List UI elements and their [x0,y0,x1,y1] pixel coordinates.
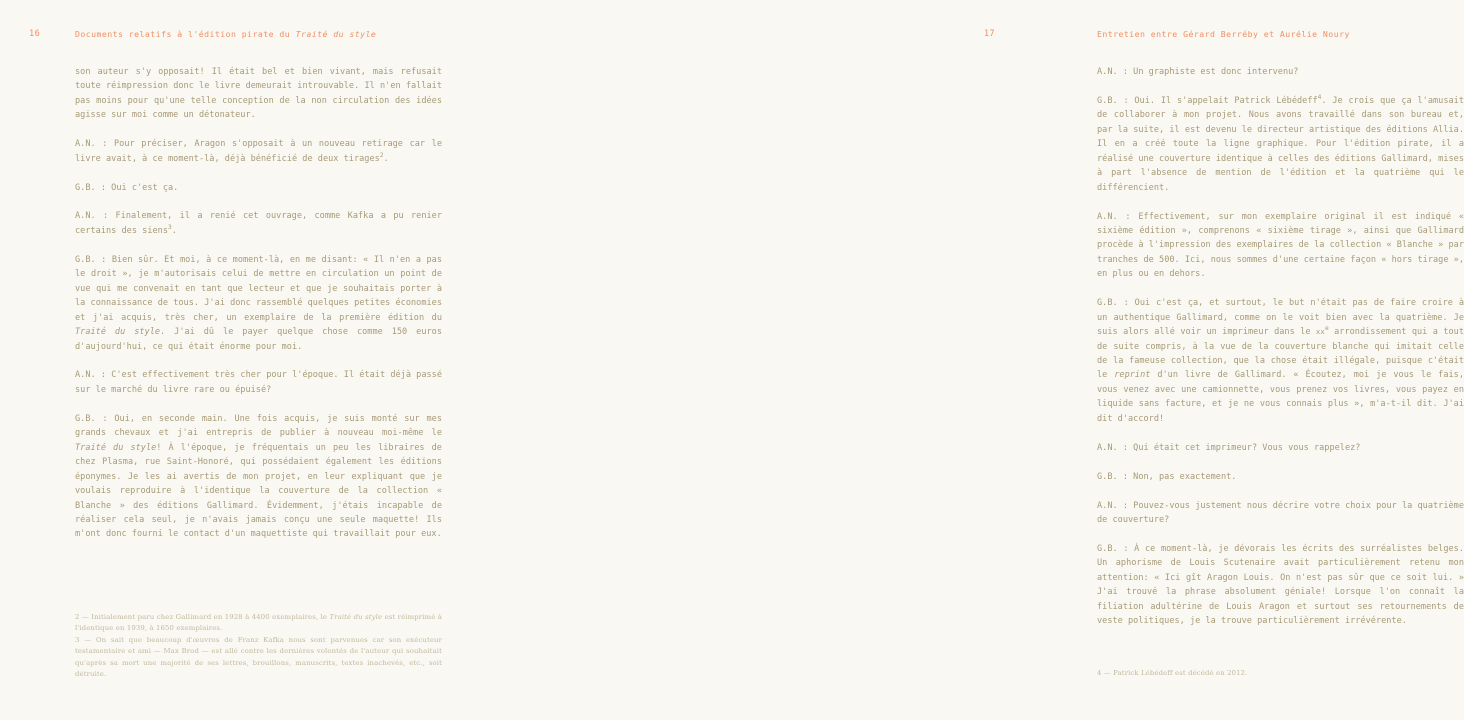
paragraph [1097,94,1464,195]
running-head-left-title: Traité du style [295,29,377,39]
right-column-body [1097,65,1464,629]
left-page-footnotes [75,612,442,680]
paragraph-text: G.B. : Oui. Il s'appelait Patrick Lébédeff [1097,95,1318,106]
paragraph [75,209,442,238]
paragraph: A.N. : Pouvez-vous justement nous décrire votre choix pour la quatrième de couverture? [1097,500,1464,525]
paragraph: G.B. : À ce moment-là, je dévorais les écrits des surréalistes belges. Un aphorisme de Louis Scutenaire avait particulièrement retenu mon attention: « Ici gît Aragon Louis. On n'est pas sûr que ce soit lui. » J'ai trouvé la phrase absolument géniale! Lorsque l'on connaît la filiation adultérine de Louis Aragon et surtout ses retournements de veste politiques, je la trouve particulièrement irrévérente. [1097,543,1464,627]
footnote-ref-3[interactable]: 3 [167,224,172,232]
paragraph-text-tail: . [171,225,177,236]
running-head-right: Entretien entre Gérard Berréby et Aurélie Noury [1097,29,1350,39]
paragraph [75,253,442,354]
paragraph: G.B. : Non, pas exactement. [1097,471,1237,482]
footnote-ref-2[interactable]: 2 [379,151,384,159]
footnote-2 [75,612,442,635]
paragraph-text-tail: . J'ai dû le payer quelque chose comme 150 euros d'aujourd'hui, ce qui était énorme pour moi. [75,327,442,352]
paragraph [1097,296,1464,426]
footnote-2-title: Traité du style [329,613,383,621]
page-number-right: 17 [983,29,995,39]
paragraph-text: G.B. : Oui, en seconde main. Une fois acquis, je suis monté sur mes grands chevaux et j'ai entrepris de publier à nouveau moi-même le [75,413,442,439]
paragraph [75,137,442,166]
left-column-body [75,65,442,542]
paragraph-text-tail: . Je crois que ça l'amusait de collaborer à mon projet. Nous avons travaillé dans son bureau et, par la suite, il est devenu le directeur artistique des éditions Allia. Il en a créé toute la ligne graphique. Pour l'édition pirate, il a réalisé une couverture identique à celles des éditions Gallimard, mises à part l'absence de mention de l'édition et la quatrième qui le différencient. [1097,95,1464,193]
paragraph: A.N. : Qui était cet imprimeur? Vous vous rappelez? [1097,442,1361,453]
reprint-italic: reprint [1114,370,1151,381]
left-page [0,0,512,720]
paragraph-text-mid: arrondissement qui a tout de suite compris, à la vue de la couverture blanche qui imitait celle de la fameuse collection, que la chose était illégale, puisque c'était le [1097,327,1464,381]
paragraph: A.N. : Un graphiste est donc intervenu? [1097,67,1299,77]
paragraph-text: G.B. : Bien sûr. Et moi, à ce moment-là, en me disant: « Il n'en a pas le droit », je m'autorisais celui de mettre en circulation un point de vue qui me convenait en tant que lecteur et que je souhaitais porter à la connaissance de tous. J'ai donc rassemblé quelques petites économies et j'ai acquis, très cher, un exemplaire de la première édition du [75,254,442,323]
arrondissement-numeral: xx [1315,327,1325,337]
paragraph-text: A.N. : Pour préciser, Aragon s'opposait à un nouveau retirage car le livre avait, à ce moment-là, déjà bénéficié de deux tirages [75,139,442,164]
book-title-italic: Traité du style [75,442,157,453]
paragraph: G.B. : Oui c'est ça. [75,182,179,193]
paragraph: A.N. : C'est effectivement très cher pour l'époque. Il était déjà passé sur le marché du livre rare ou épuisé? [75,370,442,395]
paragraph-text: A.N. : Finalement, il a renié cet ouvrage, comme Kafka a pu renier certains des siens [75,211,442,236]
footnote-ref-4[interactable]: 4 [1317,94,1322,102]
ordinal-suffix: e [1324,325,1329,333]
running-head-left [75,27,376,41]
footnote-4: 4 — Patrick Lébédeff est décédé en 2012. [1097,669,1248,677]
paragraph-text-tail: d'un livre de Gallimard. « Écoutez, moi je vous le fais, vous venez avec une camionnette, vous prenez vos livres, vous payez en liquide sans facture, et je ne vous connais plus », m'a-t-il dit. J'ai dit d'accord! [1097,370,1464,424]
paragraph-text: G.B. : Oui c'est ça, et surtout, le but n'était pas de faire croire à un authentique Gallimard, comme on le voit bien avec la quatrième. Je suis alors allé voir un imprimeur dans le [1097,298,1464,338]
right-page-footnotes [1097,668,1464,679]
footnote-2-tail: est réimprimé à l'identique en 1939, à 1650 exemplaires. [75,613,443,633]
paragraph [75,412,442,542]
footnote-2-text: 2 — Initialement paru chez Gallimard en 1928 à 4400 exemplaires, le [75,613,330,621]
running-head-left-plain: Documents relatifs à l'édition pirate du [75,29,296,39]
footnote-3: 3 — On sait que beaucoup d'œuvres de Franz Kafka nous sont parvenues car son exécuteur testamentaire et ami — Max Brod — est allé contre les dernières volontés de l'auteur qui souhaitait qu'après sa mort une majorité de ses lettres, brouillons, manuscrits, textes inachevés, etc., soit détruite. [75,635,442,679]
paragraph-text-tail: . [383,153,389,164]
book-title-italic: Traité du style [75,327,161,338]
paragraph-text-tail: ! À l'époque, je fréquentais un peu les libraires de chez Plasma, rue Saint-Honoré, qui possédaient également les éditions éponymes. Je les ai avertis de mon projet, en leur expliquant que je voulais reproduire à l'identique la couverture de la collection « Blanche » des éditions Gallimard. Évidemment, j'étais incapable de réaliser cela seul, je n'avais jamais conçu une seule maquette! Ils m'ont donc fourni le contact d'un maquettiste qui travaillait pour eux. [75,442,442,540]
paragraph: son auteur s'y opposait! Il était bel et bien vivant, mais refusait toute réimpression donc le livre demeurait introuvable. Il n'en fallait pas moins pour qu'une telle conception de la non circulation des idées agisse sur moi comme un détonateur. [75,67,442,121]
right-page [512,0,1464,720]
paragraph: A.N. : Effectivement, sur mon exemplaire original il est indiqué « sixième édition », comprenons « sixième tirage », ainsi que Gallimard procède à l'impression des exemplaires de la collection « Blanche » par tranches de 500. Ici, nous sommes d'une certaine façon « hors tirage », en plus ou en dehors. [1097,211,1464,280]
page-number-left: 16 [29,29,41,39]
